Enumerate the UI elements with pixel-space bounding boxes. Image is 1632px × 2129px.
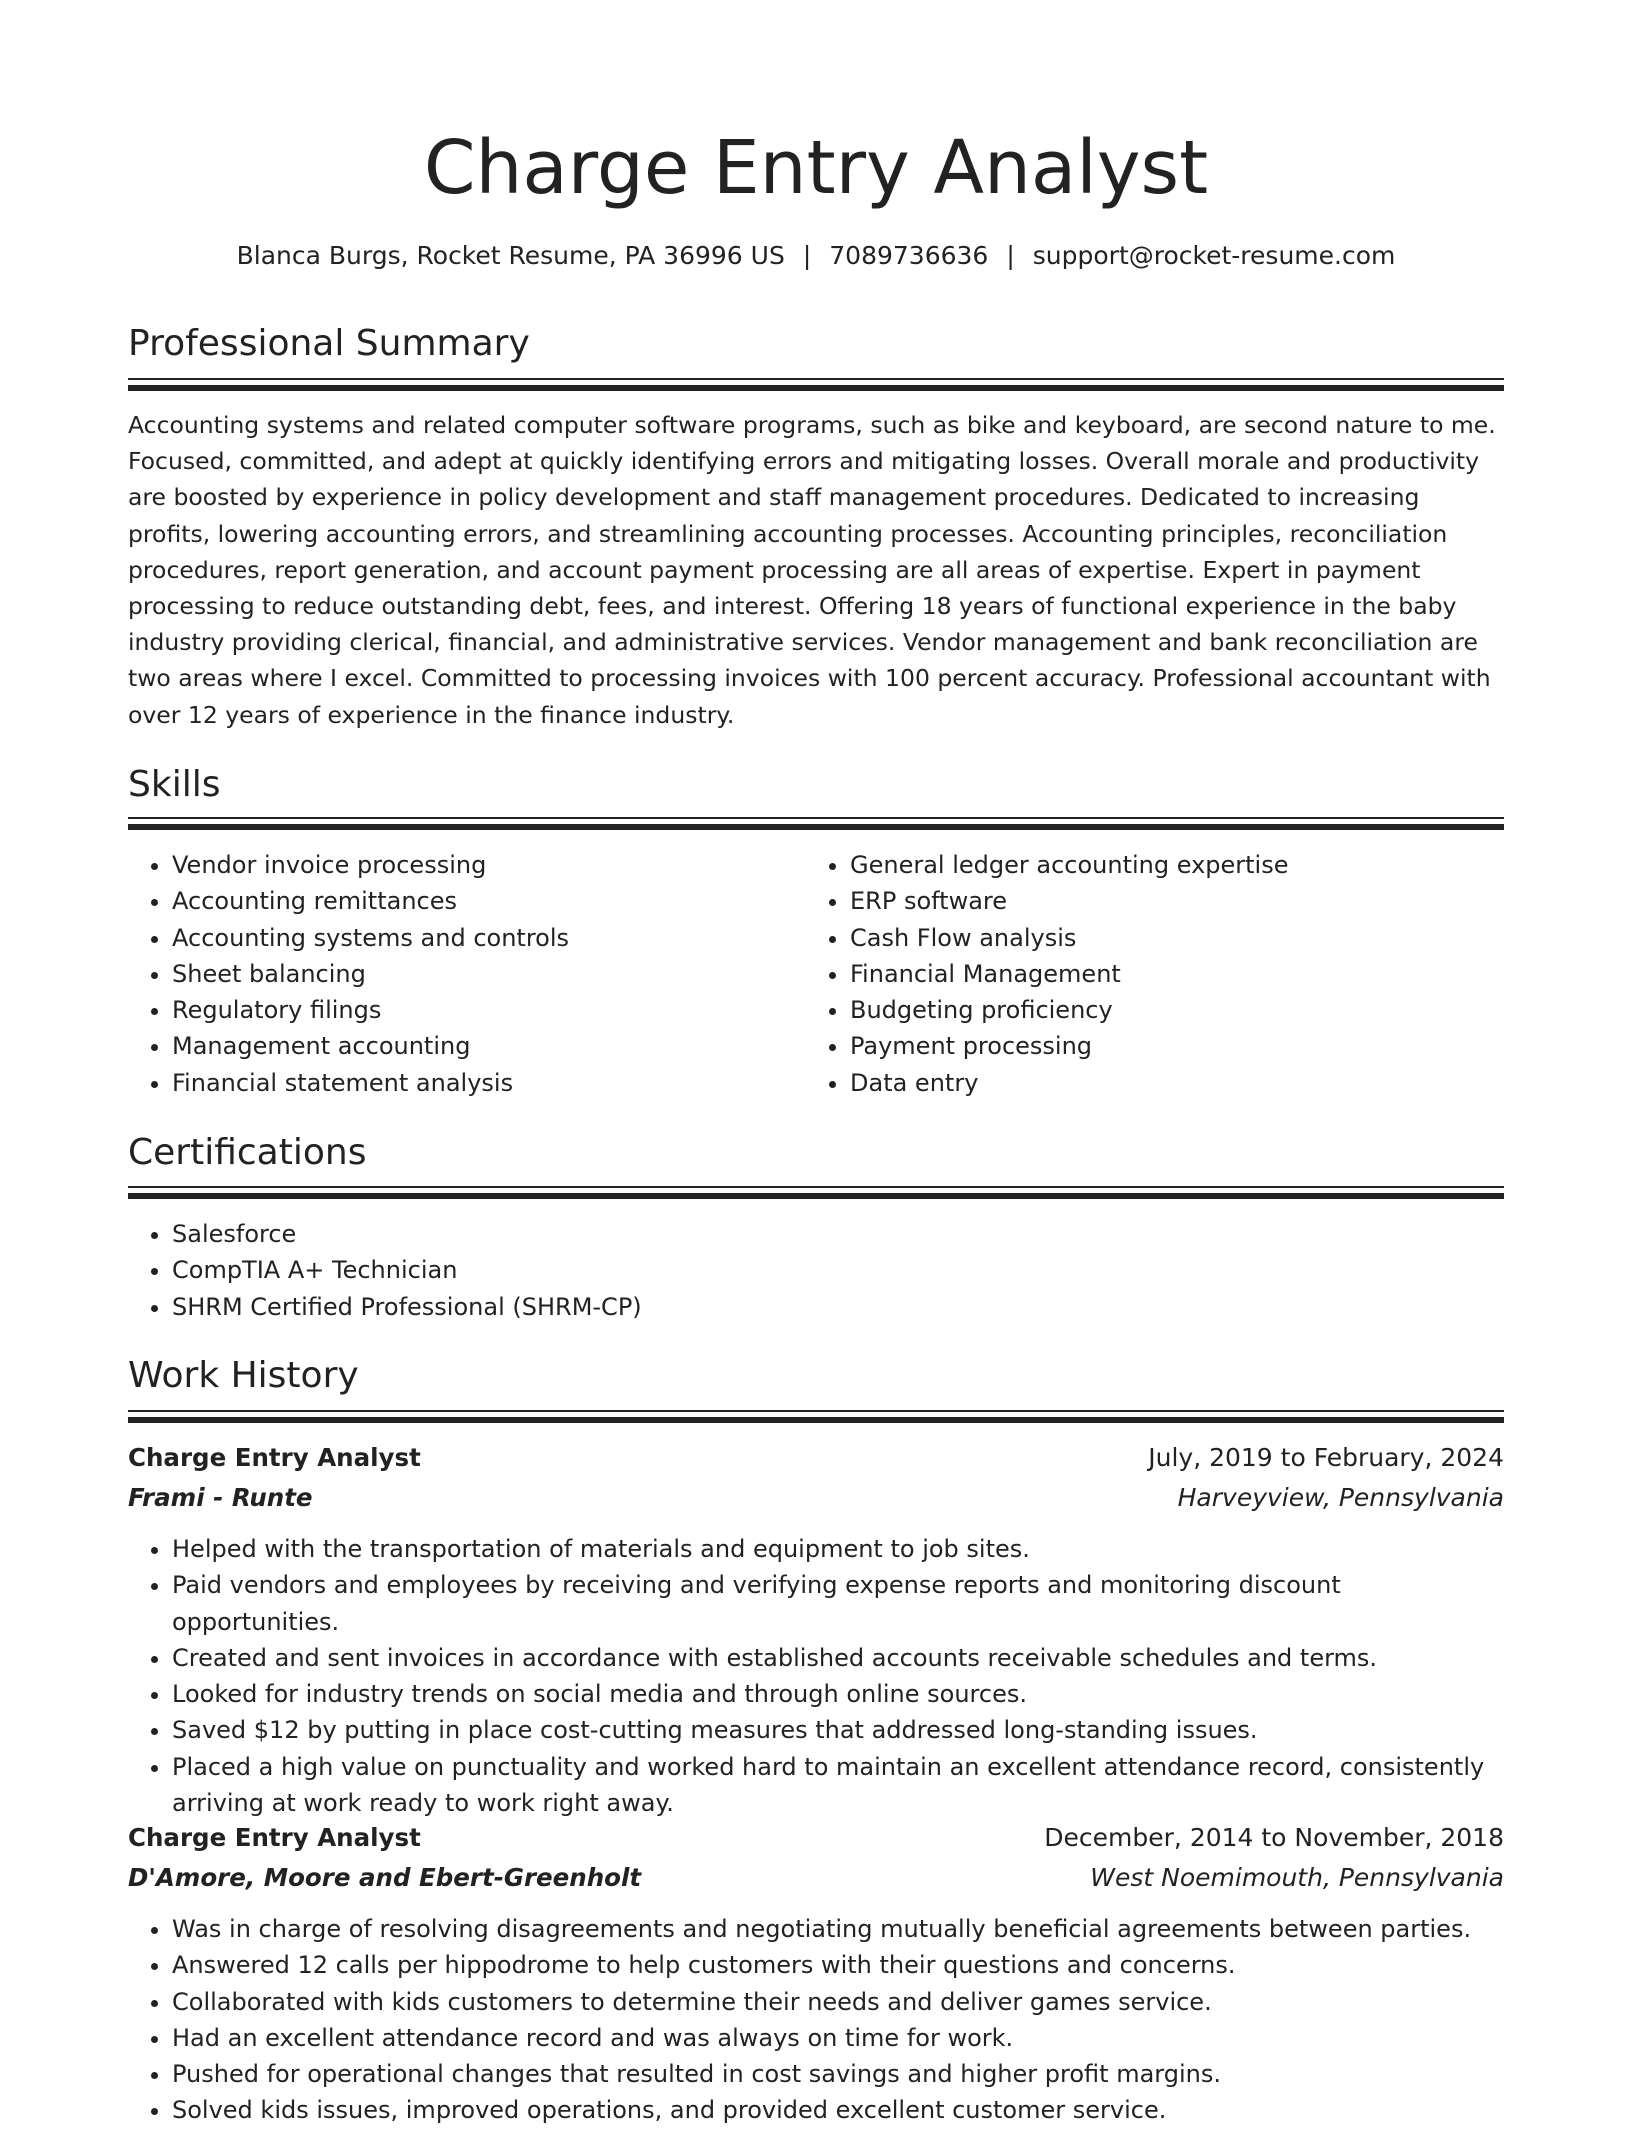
skills-list-right <box>806 847 1500 1101</box>
summary-text: Accounting systems and related computer software programs, such as bike and keyboard, are second nature to me. Focused, committed, and adept at quickly identifying errors and mitigating losses. Overall morale and productivity are boosted by experience in policy development and staff management procedures. Dedicated to increasing profits, lowering accounting errors, and streamlining accounting processes. Accounting principles, reconciliation procedures, report generation, and account payment processing are all areas of expertise. Expert in payment processing to reduce outstanding debt, fees, and interest. Offering 18 years of functional experience in the baby industry providing clerical, financial, and administrative services. Vendor management and bank reconciliation are two areas where I excel. Committed to processing invoices with 100 percent accuracy. Professional accountant with over 12 years of experience in the finance industry. <box>128 411 1496 729</box>
job-bullet: • Placed a high value on punctuality and worked hard to maintain an excellent attendance record, consistently arriving at work ready to work right away. <box>172 1749 1504 1822</box>
job-bullet: • Answered 12 calls per hippodrome to help customers with their questions and concerns. <box>172 1947 1504 1983</box>
certifications-heading: Certifications <box>128 1132 367 1173</box>
contact-email: support@rocket-resume.com <box>1032 241 1396 270</box>
job-location: West Noemimouth, Pennsylvania <box>1090 1863 1504 1892</box>
job-bullet: • Paid vendors and employees by receiving and verifying expense reports and monitoring discount opportunities. <box>172 1567 1504 1640</box>
section-divider <box>128 1186 1504 1200</box>
job-bullet: • Had an excellent attendance record and was always on time for work. <box>172 2020 1504 2056</box>
certification-item: • SHRM Certified Professional (SHRM-CP) <box>172 1289 1504 1325</box>
contact-separator: | <box>1006 241 1015 270</box>
summary-heading: Professional Summary <box>128 323 530 364</box>
skill-item: • Financial Management <box>850 956 1500 992</box>
skill-item: • ERP software <box>850 883 1500 919</box>
skills-list-left <box>128 847 812 1101</box>
skill-item: • Payment processing <box>850 1028 1500 1064</box>
job-header <box>128 1818 1504 1858</box>
certifications-list <box>128 1216 1504 1325</box>
job-bullets <box>128 1911 1504 2129</box>
job-bullet: • Was in charge of resolving disagreements and negotiating mutually beneficial agreements between parties. <box>172 1911 1504 1947</box>
resume-title: Charge Entry Analyst <box>423 125 1209 211</box>
skill-item: • Vendor invoice processing <box>172 847 812 883</box>
contact-line <box>128 236 1504 276</box>
job-dates: December, 2014 to November, 2018 <box>1044 1823 1504 1852</box>
job-bullet: • Collaborated with kids customers to determine their needs and deliver games service. <box>172 1984 1504 2020</box>
job-bullet: • Created and sent invoices in accordance with established accounts receivable schedules and terms. <box>172 1640 1504 1676</box>
job-dates: July, 2019 to February, 2024 <box>1148 1443 1504 1472</box>
job-title: Charge Entry Analyst <box>128 1443 421 1472</box>
section-divider <box>128 378 1504 392</box>
contact-separator: | <box>802 241 812 270</box>
skill-item: • Budgeting proficiency <box>850 992 1500 1028</box>
contact-phone: 7089736636 <box>829 241 989 270</box>
job-company-row <box>128 1478 1504 1518</box>
job-bullets <box>128 1531 1504 1821</box>
job-company-row <box>128 1858 1504 1898</box>
skill-item: • Sheet balancing <box>172 956 812 992</box>
job-company: Frami - Runte <box>128 1483 313 1512</box>
skill-item: • Regulatory filings <box>172 992 812 1028</box>
contact-address: Blanca Burgs, Rocket Resume, PA 36996 US <box>236 241 785 270</box>
job-bullet: • Looked for industry trends on social media and through online sources. <box>172 1676 1504 1712</box>
skill-item: • General ledger accounting expertise <box>850 847 1500 883</box>
job-bullet: • Solved kids issues, improved operations, and provided excellent customer service. <box>172 2092 1504 2128</box>
section-divider <box>128 817 1504 831</box>
certification-item: • CompTIA A+ Technician <box>172 1252 1504 1288</box>
skill-item: • Accounting remittances <box>172 883 812 919</box>
job-header <box>128 1438 1504 1478</box>
skill-item: • Accounting systems and controls <box>172 920 812 956</box>
skill-item: • Data entry <box>850 1065 1500 1101</box>
job-company: D'Amore, Moore and Ebert-Greenholt <box>128 1863 642 1892</box>
job-bullet: • Helped with the transportation of materials and equipment to job sites. <box>172 1531 1504 1567</box>
skills-heading: Skills <box>128 764 221 805</box>
job-bullet: • Pushed for operational changes that resulted in cost savings and higher profit margins. <box>172 2056 1504 2092</box>
section-divider <box>128 1410 1504 1424</box>
job-title: Charge Entry Analyst <box>128 1823 421 1852</box>
skill-item: • Management accounting <box>172 1028 812 1064</box>
skill-item: • Cash Flow analysis <box>850 920 1500 956</box>
certification-item: • Salesforce <box>172 1216 1504 1252</box>
skill-item: • Financial statement analysis <box>172 1065 812 1101</box>
work-history-heading: Work History <box>128 1355 359 1396</box>
job-bullet: • Saved $12 by putting in place cost-cutting measures that addressed long-standing issues. <box>172 1712 1504 1748</box>
job-location: Harveyview, Pennsylvania <box>1177 1483 1504 1512</box>
